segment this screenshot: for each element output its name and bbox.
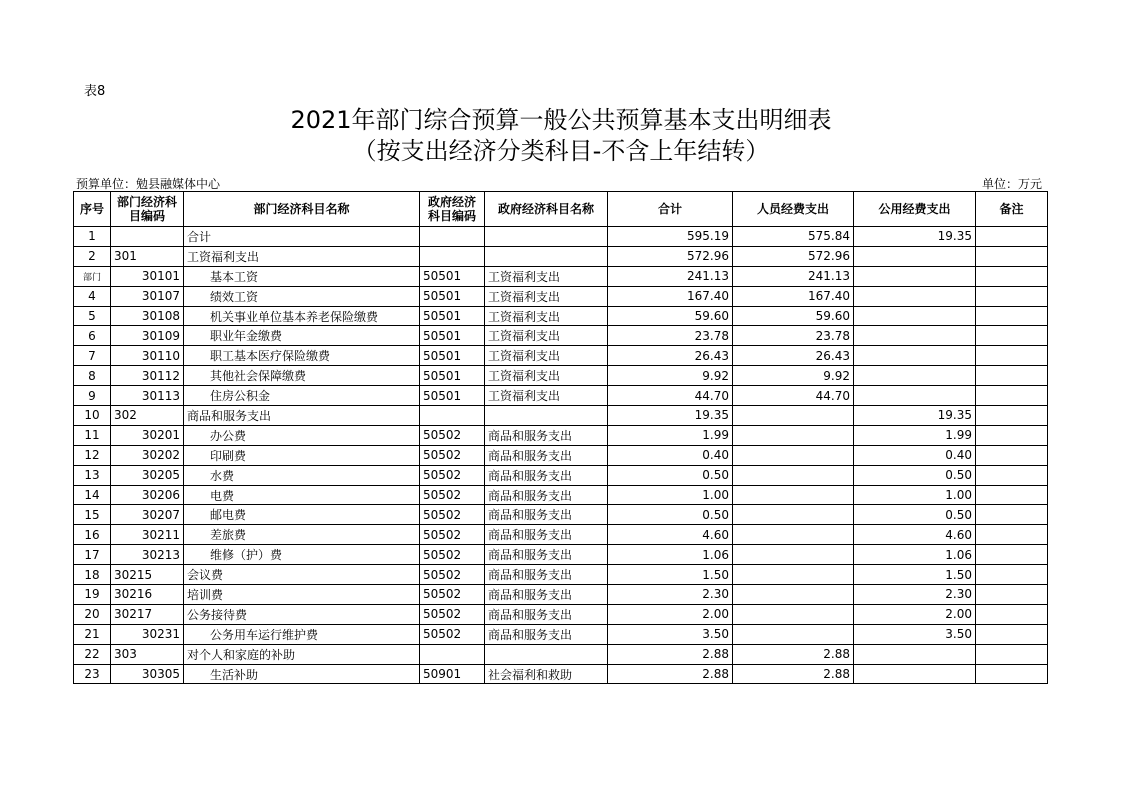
cell-gov-name: 工资福利支出: [485, 386, 608, 406]
budget-detail-table: [73, 191, 1048, 684]
table-row: [74, 445, 1048, 465]
cell-personnel: [733, 465, 854, 485]
cell-public: 1.99: [854, 425, 976, 445]
table-row: [74, 545, 1048, 565]
cell-seq: 9: [74, 386, 111, 406]
cell-gov-code: 50501: [420, 366, 485, 386]
cell-personnel: 23.78: [733, 326, 854, 346]
cell-total: 0.50: [608, 465, 733, 485]
cell-personnel: 59.60: [733, 306, 854, 326]
cell-gov-code: 50501: [420, 346, 485, 366]
cell-total: 26.43: [608, 346, 733, 366]
currency-unit-label: 单位：万元: [981, 177, 1042, 191]
cell-remark: [976, 525, 1048, 545]
cell-gov-code: 50502: [420, 565, 485, 585]
table-row: [74, 266, 1048, 286]
cell-dept-name: 合计: [184, 227, 420, 247]
cell-gov-code: 50502: [420, 604, 485, 624]
cell-total: 2.30: [608, 585, 733, 605]
cell-gov-name: 商品和服务支出: [485, 425, 608, 445]
cell-dept-code: 30113: [111, 386, 184, 406]
cell-gov-name: 工资福利支出: [485, 306, 608, 326]
cell-dept-name: 水费: [184, 465, 420, 485]
cell-public: 0.40: [854, 445, 976, 465]
cell-dept-name: 差旅费: [184, 525, 420, 545]
cell-dept-name: 邮电费: [184, 505, 420, 525]
cell-gov-code: 50502: [420, 505, 485, 525]
cell-total: 1.99: [608, 425, 733, 445]
cell-personnel: 9.92: [733, 366, 854, 386]
table-row: [74, 366, 1048, 386]
cell-remark: [976, 604, 1048, 624]
cell-gov-name: 商品和服务支出: [485, 604, 608, 624]
cell-dept-code: 30211: [111, 525, 184, 545]
table-row: [74, 346, 1048, 366]
cell-dept-code: 30213: [111, 545, 184, 565]
table-row: [74, 585, 1048, 605]
cell-gov-name: 工资福利支出: [485, 366, 608, 386]
table-row: [74, 505, 1048, 525]
cell-gov-name: [485, 406, 608, 426]
cell-seq: 11: [74, 425, 111, 445]
table-row: [74, 306, 1048, 326]
cell-seq: 15: [74, 505, 111, 525]
cell-gov-code: 50501: [420, 386, 485, 406]
cell-remark: [976, 465, 1048, 485]
cell-gov-name: [485, 644, 608, 664]
cell-gov-name: 工资福利支出: [485, 286, 608, 306]
cell-remark: [976, 227, 1048, 247]
cell-seq: 10: [74, 406, 111, 426]
cell-public: 4.60: [854, 525, 976, 545]
cell-total: 0.50: [608, 505, 733, 525]
cell-dept-code: 30202: [111, 445, 184, 465]
table-row: [74, 386, 1048, 406]
cell-personnel: [733, 624, 854, 644]
cell-seq: 18: [74, 565, 111, 585]
cell-dept-code: 30231: [111, 624, 184, 644]
header-personnel: 人员经费支出: [733, 192, 854, 227]
cell-gov-code: 50502: [420, 465, 485, 485]
cell-dept-name: 公务接待费: [184, 604, 420, 624]
cell-gov-code: 50901: [420, 664, 485, 684]
table-row: [74, 525, 1048, 545]
header-public: 公用经费支出: [854, 192, 976, 227]
cell-personnel: 2.88: [733, 664, 854, 684]
cell-dept-name: 公务用车运行维护费: [184, 624, 420, 644]
cell-total: 2.00: [608, 604, 733, 624]
header-dept-code: 部门经济科目编码: [111, 192, 184, 227]
cell-gov-name: 工资福利支出: [485, 266, 608, 286]
cell-seq: 23: [74, 664, 111, 684]
cell-dept-code: 301: [111, 246, 184, 266]
cell-remark: [976, 406, 1048, 426]
cell-dept-name: 办公费: [184, 425, 420, 445]
cell-dept-name: 工资福利支出: [184, 246, 420, 266]
cell-total: 44.70: [608, 386, 733, 406]
cell-personnel: 2.88: [733, 644, 854, 664]
cell-dept-name: 绩效工资: [184, 286, 420, 306]
cell-dept-name: 培训费: [184, 585, 420, 605]
cell-gov-name: 商品和服务支出: [485, 545, 608, 565]
cell-gov-code: 50502: [420, 545, 485, 565]
cell-dept-name: 住房公积金: [184, 386, 420, 406]
cell-remark: [976, 346, 1048, 366]
cell-gov-code: 50502: [420, 624, 485, 644]
cell-remark: [976, 624, 1048, 644]
cell-total: 572.96: [608, 246, 733, 266]
cell-dept-name: 电费: [184, 485, 420, 505]
cell-gov-name: 商品和服务支出: [485, 585, 608, 605]
cell-gov-name: 商品和服务支出: [485, 505, 608, 525]
cell-remark: [976, 306, 1048, 326]
table-row: [74, 425, 1048, 445]
cell-personnel: 575.84: [733, 227, 854, 247]
table-row: [74, 604, 1048, 624]
cell-remark: [976, 366, 1048, 386]
page-title: 2021年部门综合预算一般公共预算基本支出明细表: [290, 106, 832, 134]
cell-dept-name: 其他社会保障缴费: [184, 366, 420, 386]
cell-total: 19.35: [608, 406, 733, 426]
cell-personnel: [733, 425, 854, 445]
cell-gov-code: 50501: [420, 266, 485, 286]
cell-dept-name: 机关事业单位基本养老保险缴费: [184, 306, 420, 326]
table-row: [74, 465, 1048, 485]
table-row: [74, 227, 1048, 247]
cell-public: 1.00: [854, 485, 976, 505]
cell-public: [854, 664, 976, 684]
cell-remark: [976, 585, 1048, 605]
cell-public: [854, 306, 976, 326]
cell-personnel: 167.40: [733, 286, 854, 306]
cell-gov-name: 商品和服务支出: [485, 485, 608, 505]
cell-public: 3.50: [854, 624, 976, 644]
cell-gov-code: [420, 227, 485, 247]
cell-seq: 2: [74, 246, 111, 266]
header-total: 合计: [608, 192, 733, 227]
cell-gov-code: 50501: [420, 306, 485, 326]
cell-gov-name: 商品和服务支出: [485, 465, 608, 485]
cell-personnel: [733, 505, 854, 525]
cell-public: 1.50: [854, 565, 976, 585]
cell-remark: [976, 664, 1048, 684]
cell-gov-code: 50502: [420, 445, 485, 465]
cell-seq: 21: [74, 624, 111, 644]
cell-public: [854, 346, 976, 366]
cell-remark: [976, 445, 1048, 465]
cell-seq: 14: [74, 485, 111, 505]
cell-seq: 6: [74, 326, 111, 346]
cell-total: 0.40: [608, 445, 733, 465]
table-row: [74, 644, 1048, 664]
cell-remark: [976, 485, 1048, 505]
cell-remark: [976, 326, 1048, 346]
cell-total: 1.50: [608, 565, 733, 585]
header-gov-name: 政府经济科目名称: [485, 192, 608, 227]
cell-seq: 4: [74, 286, 111, 306]
cell-remark: [976, 266, 1048, 286]
cell-gov-code: 50501: [420, 286, 485, 306]
cell-total: 595.19: [608, 227, 733, 247]
cell-total: 2.88: [608, 644, 733, 664]
table-row: [74, 246, 1048, 266]
cell-seq: 部门: [74, 266, 111, 286]
cell-gov-name: 工资福利支出: [485, 326, 608, 346]
cell-seq: 16: [74, 525, 111, 545]
cell-dept-name: 基本工资: [184, 266, 420, 286]
cell-dept-code: 30205: [111, 465, 184, 485]
cell-personnel: 44.70: [733, 386, 854, 406]
cell-gov-code: [420, 644, 485, 664]
budget-unit-label: 预算单位：勉县融媒体中心: [76, 177, 221, 191]
cell-dept-code: 30215: [111, 565, 184, 585]
header-remark: 备注: [976, 192, 1048, 227]
cell-gov-code: 50502: [420, 525, 485, 545]
cell-seq: 7: [74, 346, 111, 366]
table-number-tag: 表8: [84, 84, 106, 99]
cell-dept-code: 30108: [111, 306, 184, 326]
table-row: [74, 664, 1048, 684]
cell-seq: 17: [74, 545, 111, 565]
cell-public: [854, 286, 976, 306]
cell-personnel: [733, 485, 854, 505]
cell-seq: 19: [74, 585, 111, 605]
cell-gov-name: 工资福利支出: [485, 346, 608, 366]
cell-personnel: 241.13: [733, 266, 854, 286]
cell-dept-code: 30201: [111, 425, 184, 445]
cell-total: 4.60: [608, 525, 733, 545]
cell-dept-code: 30207: [111, 505, 184, 525]
cell-public: [854, 326, 976, 346]
table-row: [74, 286, 1048, 306]
cell-public: 19.35: [854, 227, 976, 247]
cell-seq: 12: [74, 445, 111, 465]
header-gov-code: 政府经济科目编码: [420, 192, 485, 227]
cell-remark: [976, 565, 1048, 585]
table-row: [74, 485, 1048, 505]
cell-dept-name: 生活补助: [184, 664, 420, 684]
cell-dept-code: 30112: [111, 366, 184, 386]
cell-public: [854, 366, 976, 386]
cell-dept-code: 30109: [111, 326, 184, 346]
cell-personnel: [733, 406, 854, 426]
page-subtitle: （按支出经济分类科目-不含上年结转）: [352, 137, 770, 165]
cell-public: 2.00: [854, 604, 976, 624]
cell-total: 1.06: [608, 545, 733, 565]
cell-gov-name: [485, 246, 608, 266]
cell-dept-code: 302: [111, 406, 184, 426]
table-header-row: [74, 192, 1048, 227]
cell-remark: [976, 246, 1048, 266]
cell-public: [854, 246, 976, 266]
cell-gov-name: 商品和服务支出: [485, 565, 608, 585]
cell-total: 2.88: [608, 664, 733, 684]
cell-remark: [976, 545, 1048, 565]
cell-public: 0.50: [854, 465, 976, 485]
cell-public: 2.30: [854, 585, 976, 605]
cell-gov-code: 50502: [420, 485, 485, 505]
cell-total: 1.00: [608, 485, 733, 505]
cell-personnel: [733, 445, 854, 465]
cell-dept-code: 30107: [111, 286, 184, 306]
cell-gov-name: 商品和服务支出: [485, 445, 608, 465]
cell-gov-code: 50502: [420, 425, 485, 445]
cell-public: 1.06: [854, 545, 976, 565]
header-dept-name: 部门经济科目名称: [184, 192, 420, 227]
cell-dept-code: 30110: [111, 346, 184, 366]
cell-dept-name: 印刷费: [184, 445, 420, 465]
table-row: [74, 624, 1048, 644]
cell-gov-code: [420, 246, 485, 266]
cell-public: [854, 266, 976, 286]
table-row: [74, 406, 1048, 426]
cell-personnel: [733, 545, 854, 565]
cell-remark: [976, 505, 1048, 525]
cell-dept-code: 30305: [111, 664, 184, 684]
cell-gov-code: 50502: [420, 585, 485, 605]
cell-public: 0.50: [854, 505, 976, 525]
cell-remark: [976, 425, 1048, 445]
cell-seq: 13: [74, 465, 111, 485]
cell-gov-code: [420, 406, 485, 426]
cell-total: 59.60: [608, 306, 733, 326]
cell-seq: 8: [74, 366, 111, 386]
table-row: [74, 326, 1048, 346]
cell-seq: 20: [74, 604, 111, 624]
header-seq: 序号: [74, 192, 111, 227]
cell-personnel: [733, 585, 854, 605]
cell-dept-name: 职工基本医疗保险缴费: [184, 346, 420, 366]
cell-seq: 22: [74, 644, 111, 664]
cell-public: 19.35: [854, 406, 976, 426]
cell-total: 167.40: [608, 286, 733, 306]
cell-dept-name: 维修（护）费: [184, 545, 420, 565]
cell-remark: [976, 286, 1048, 306]
cell-gov-name: [485, 227, 608, 247]
table-row: [74, 565, 1048, 585]
cell-total: 9.92: [608, 366, 733, 386]
cell-dept-name: 会议费: [184, 565, 420, 585]
cell-dept-name: 职业年金缴费: [184, 326, 420, 346]
cell-seq: 1: [74, 227, 111, 247]
cell-gov-code: 50501: [420, 326, 485, 346]
cell-personnel: 26.43: [733, 346, 854, 366]
cell-gov-name: 商品和服务支出: [485, 624, 608, 644]
cell-dept-code: [111, 227, 184, 247]
cell-gov-name: 社会福利和救助: [485, 664, 608, 684]
cell-personnel: [733, 525, 854, 545]
cell-personnel: [733, 604, 854, 624]
cell-personnel: 572.96: [733, 246, 854, 266]
cell-dept-name: 商品和服务支出: [184, 406, 420, 426]
cell-dept-code: 30101: [111, 266, 184, 286]
cell-dept-name: 对个人和家庭的补助: [184, 644, 420, 664]
cell-public: [854, 386, 976, 406]
cell-public: [854, 644, 976, 664]
cell-total: 3.50: [608, 624, 733, 644]
cell-total: 241.13: [608, 266, 733, 286]
cell-dept-code: 30206: [111, 485, 184, 505]
cell-seq: 5: [74, 306, 111, 326]
cell-dept-code: 303: [111, 644, 184, 664]
cell-dept-code: 30217: [111, 604, 184, 624]
cell-remark: [976, 386, 1048, 406]
cell-remark: [976, 644, 1048, 664]
cell-total: 23.78: [608, 326, 733, 346]
cell-gov-name: 商品和服务支出: [485, 525, 608, 545]
cell-dept-code: 30216: [111, 585, 184, 605]
cell-personnel: [733, 565, 854, 585]
